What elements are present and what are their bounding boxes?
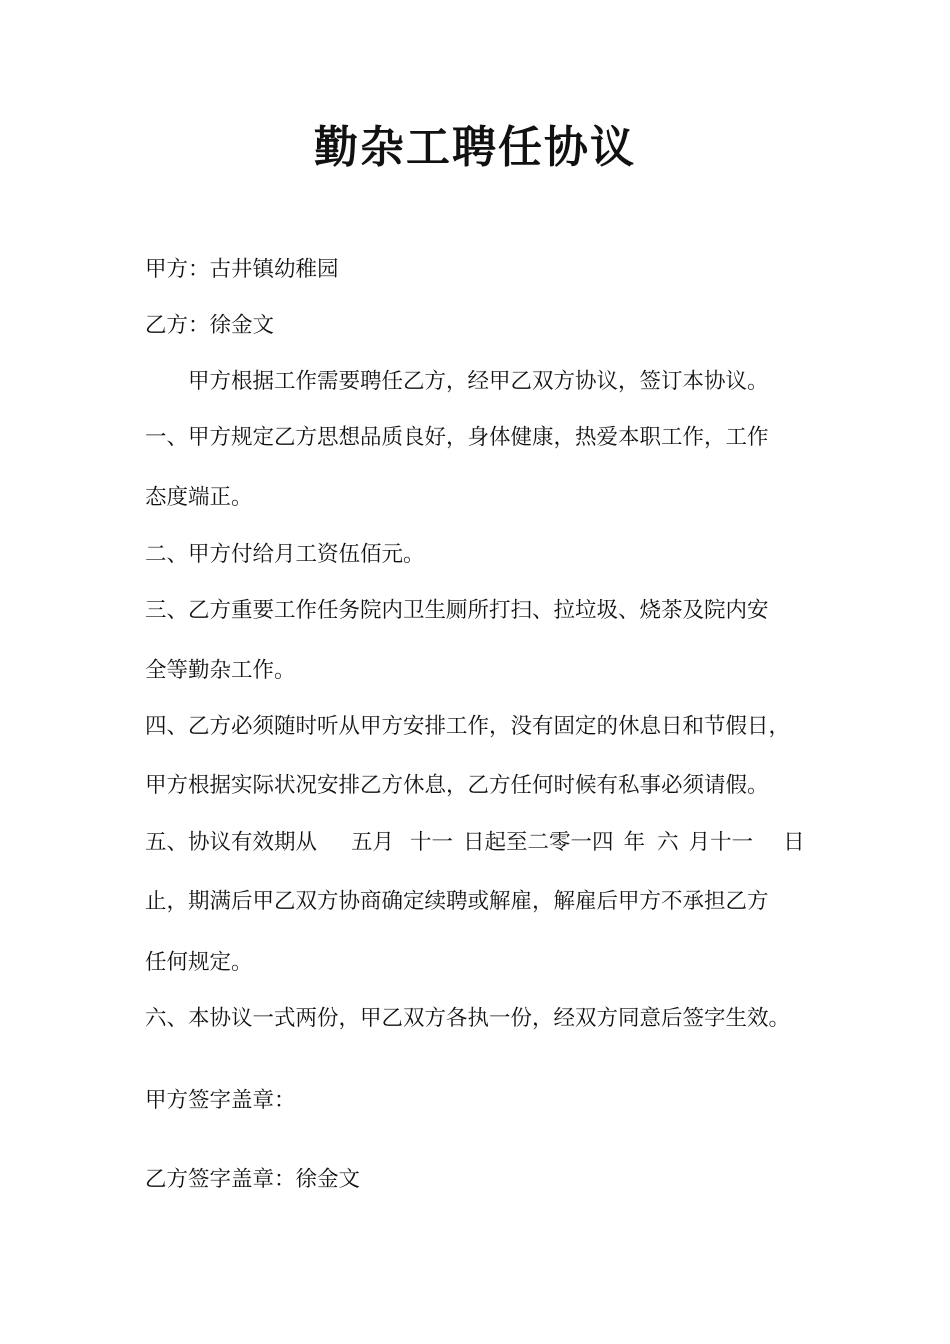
- clause-2-line-1: 二、甲方付给月工资伍佰元。: [145, 542, 425, 567]
- clause-5-prefix: 五、协议有效期从: [145, 830, 318, 855]
- clause-3-line-2: 全等勤杂工作。: [145, 658, 296, 683]
- clause-1-line-2: 态度端正。: [145, 485, 253, 510]
- clause-4-line-1: 四、乙方必须随时听从甲方安排工作，没有固定的休息日和节假日，: [145, 714, 791, 739]
- signature-party-a: 甲方签字盖章：: [145, 1088, 296, 1113]
- clause-5-line-3: 任何规定。: [145, 950, 253, 975]
- clause-3-line-1: 三、乙方重要工作任务院内卫生厕所打扫、拉垃圾、烧茶及院内安: [145, 598, 769, 623]
- clause-1-line-1: 一、甲方规定乙方思想品质良好，身体健康，热爱本职工作，工作: [145, 425, 769, 450]
- clause-4-line-2: 甲方根据实际状况安排乙方休息，乙方任何时候有私事必须请假。: [145, 773, 769, 798]
- document-title: 勤杂工聘任协议: [314, 122, 636, 173]
- end-month-day: 月十一: [688, 830, 754, 855]
- clause-5-line-2: 止，期满后甲乙双方协商确定续聘或解雇，解雇后甲方不承担乙方: [145, 889, 769, 914]
- start-day: 十一: [410, 830, 454, 855]
- year-label: 年: [623, 830, 646, 855]
- clause-5-line-1: [145, 828, 825, 858]
- start-month: 五月: [351, 830, 395, 855]
- intro-paragraph: 甲方根据工作需要聘任乙方，经甲乙双方协议，签订本协议。: [188, 369, 769, 394]
- signature-party-b: 乙方签字盖章：徐金文: [145, 1167, 361, 1192]
- clause-6-line-1: 六、本协议一式两份，甲乙双方各执一份，经双方同意后签字生效。: [145, 1006, 791, 1031]
- party-a: 甲方：古井镇幼稚园: [145, 257, 339, 282]
- clause-5-mid: 日起至二零一四: [463, 830, 614, 855]
- day-label: 日: [783, 830, 805, 855]
- end-month-value: 六: [657, 830, 679, 855]
- party-b: 乙方：徐金文: [145, 313, 275, 338]
